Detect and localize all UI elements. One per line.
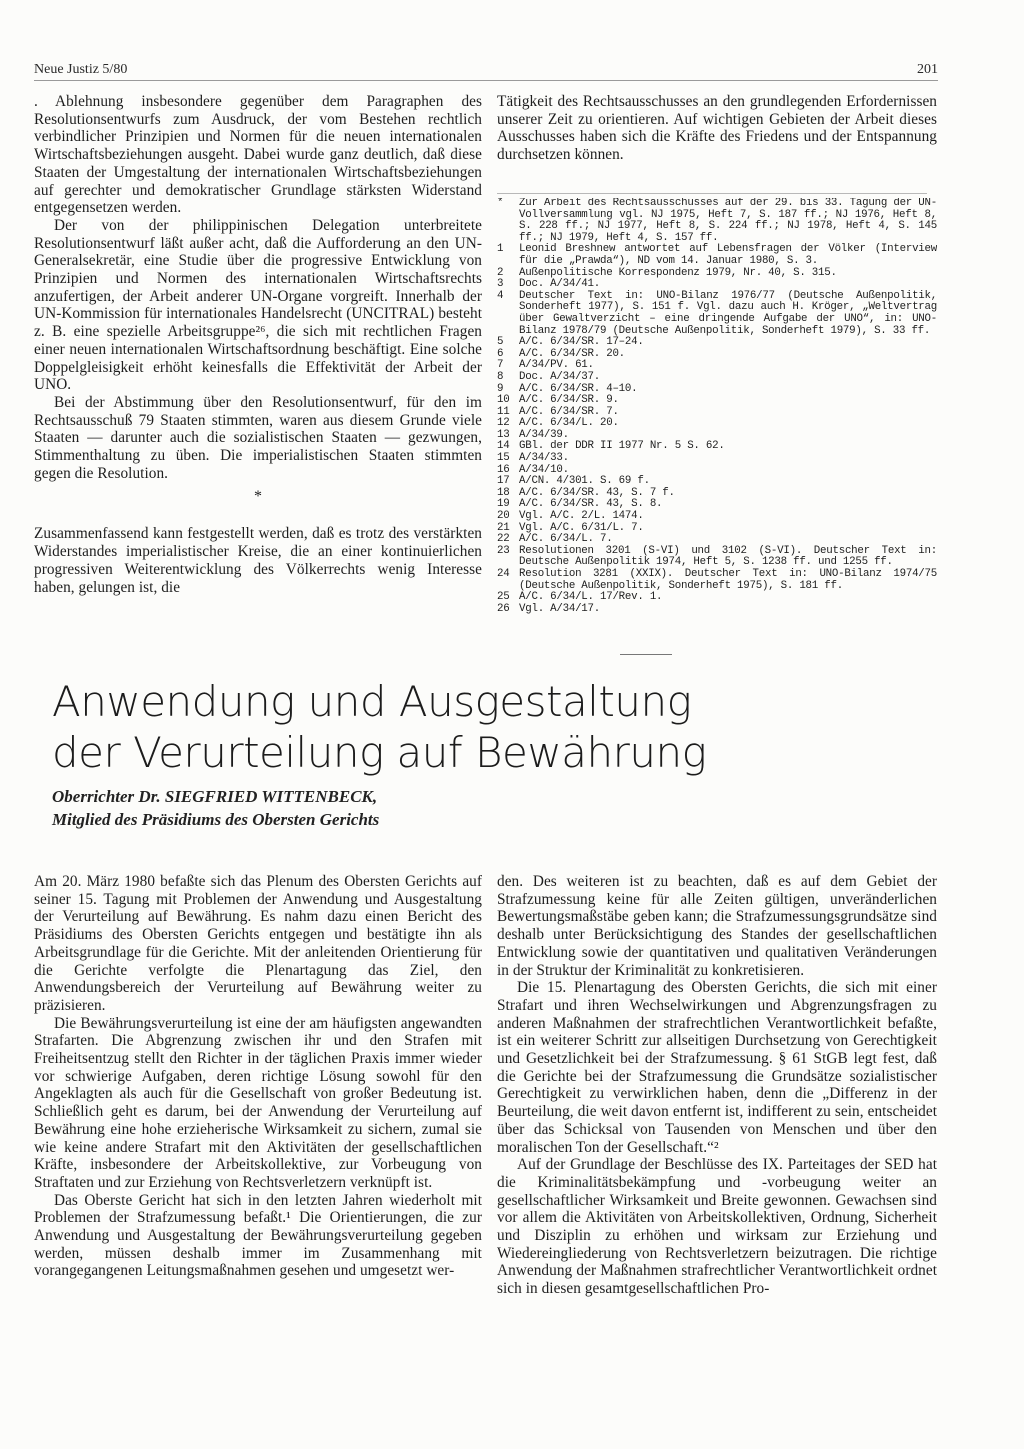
footnote-mark: 19: [497, 498, 510, 511]
footnote-text: Vgl. A/C. 6/31/L. 7.: [519, 521, 644, 534]
top-left-paragraphs: [34, 93, 482, 482]
footnote-rule: [497, 193, 927, 194]
footnote-mark: 7: [497, 359, 504, 372]
author-byline: [52, 785, 952, 831]
article-left-column: [34, 873, 482, 1413]
footnote-text: Zur Arbeit des Rechtsausschusses auf der 29. bis 33. Tagung der UN-Vollversammlung vgl. NJ 1975, Heft 7, S. 187 ff.; NJ 1976, Heft 8, S. 228 ff.; NJ 1977, Heft 8, S. 224 ff.; NJ 1978, Heft 4, S. 145 ff.; NJ 1979, Heft 4, S. 157 ff.: [519, 198, 937, 244]
footnote-mark: 10: [497, 394, 510, 407]
footnote-mark: 12: [497, 417, 510, 430]
footnote-item: [497, 604, 937, 616]
footnote-item: [497, 546, 937, 569]
article-title: [52, 676, 932, 778]
footnote-mark: 26: [497, 602, 510, 615]
article-paragraph: Die Bewährungsverurteilung ist eine der am häufigsten angewandten Strafarten. Die Abgrenzung zwischen ihr und den Strafen mit Freiheitsentzug stellt den Richter in der täglichen Praxis immer wieder vor schwierige Aufgaben, deren richtige Lösung sowohl für den Angeklagten als auch für die Gesellschaft von großer Bedeutung ist. Schließlich geht es darum, bei der Anwendung der Verurteilung auf Bewährung eine hohe erzieherische Wirksamkeit zu sichern, zumal sie wie keine andere Strafart mit den Aktivitäten der gesellschaftlichen Kräfte, insbesondere der Arbeitskollektive, zur Vorbeugung von Straftaten und zur Erziehung von Rechtsverletzern verknüpft ist.: [34, 1014, 482, 1191]
footnote-text: A/34/39.: [519, 428, 569, 441]
footnotes-block: [497, 198, 937, 638]
title-line-1: Anwendung und Ausgestaltung: [52, 677, 692, 726]
footnote-mark: *: [497, 198, 504, 209]
article-paragraph: Am 20. März 1980 befaßte sich das Plenum des Obersten Gerichts auf seiner 15. Tagung mit Problemen der Anwendung und Ausgestaltung der Verurteilung auf Bewährung. Es nahm dazu einen Bericht des Präsidiums des Obersten Gerichts entgegen und bestätigte ihn als Arbeitsgrundlage für die Gerichte. Mit der anleitenden Orientierung für die Gerichte verfolgte die Plenartagung das Ziel, den Anwendungsbereich der Verurteilung auf Bewährung weiter zu präzisieren.: [34, 873, 482, 1014]
footnote-mark: 17: [497, 475, 510, 488]
footnote-mark: 4: [497, 289, 504, 302]
header-rule: [34, 80, 938, 81]
article-paragraph: den. Des weiteren ist zu beachten, daß es auf dem Gebiet der Strafzumessung keine für alle Zeiten gültigen, unveränderlichen Bewertungsmaßstäbe geben kann; die Strafzumessungsgrundsätze sind deshalb unter Berücksichtigung des Standes der gesellschaftlichen Entwicklung sowie der quantitativen und qualitativen Veränderungen in der Struktur der Kriminalität zu konkretisieren.: [497, 873, 937, 979]
footnote-item: [497, 511, 937, 523]
footnote-mark: 20: [497, 510, 510, 523]
footnote-text: A/34/33.: [519, 452, 569, 465]
footnote-mark: 24: [497, 568, 510, 580]
footnote-mark: 1: [497, 243, 504, 256]
footnote-item: [497, 395, 937, 407]
footnote-mark: 16: [497, 463, 510, 476]
footnote-text: A/C. 6/34/L. 17/Rev. 1.: [519, 591, 663, 604]
footnote-mark: 18: [497, 486, 510, 499]
footnote-mark: 8: [497, 370, 504, 383]
footnote-text: A/CN. 4/301. S. 69 f.: [519, 475, 650, 488]
article-left-paragraphs: [34, 873, 482, 1280]
footnote-item: [497, 453, 937, 465]
article-paragraph: Auf der Grundlage der Beschlüsse des IX. Parteitages der SED hat die Kriminalitätsbekämpfung und -vorbeugung weiter an gesellschaftlicher Wirksamkeit und Breite gewonnen. Gewachsen sind vor allem die Aktivitäten von Arbeitskollektiven, Ordnung, Sicherheit und Disziplin zu erhöhen und wirksam zur Erziehung und Wiedereingliederung von Rechtsverletzern beizutragen. Die richtige Anwendung der Maßnahmen strafrechtlicher Verantwortlichkeit ordnet sich in diesen gesamtgesellschaftlichen Pro-: [497, 1156, 937, 1298]
body-paragraph: Der von der philippinischen Delegation unterbreitete Resolutionsentwurf läßt außer acht, daß die Aufforderung an den UN-Generalsekretär, eine Studie über die progressive Entwicklung von Prinzipien und Normen des internationalen Wirtschaftsrechts anzufertigen, der Arbeit anderer UN-Organe vorgreift. Innerhalb der UN-Kommission für internationales Handelsrecht (UNCITRAL) besteht z. B. eine spezielle Arbeitsgruppe²⁶, die sich mit rechtlichen Fragen einer neuen internationalen Wirtschaftsordnung beschäftigt. Eine solche Doppelgleisigkeit erhöht keinesfalls die Effektivität der Arbeit der UNO.: [34, 216, 482, 394]
page-number: 201: [917, 62, 938, 77]
author-affiliation: Mitglied des Präsidiums des Obersten Gerichts: [52, 810, 380, 829]
article-right-column: [497, 873, 937, 1413]
top-right-column: [497, 93, 937, 193]
footnote-text: A/C. 6/34/SR. 20.: [519, 347, 625, 360]
footnote-text: A/34/PV. 61.: [519, 359, 594, 372]
right-continuation-paragraph: Tätigkeit des Rechtsausschusses an den grundlegenden Erfordernissen unserer Zeit zu orientieren. Auf wichtigen Gebieten der Arbeit dieses Ausschusses haben sich die Kräfte des Friedens und der Entspannung durchsetzen können.: [497, 93, 937, 164]
title-line-2: der Verurteilung auf Bewährung: [52, 728, 707, 777]
footnote-mark: 2: [497, 266, 504, 279]
section-asterisk: *: [254, 488, 262, 506]
footnote-text: A/C. 6/34/SR. 7.: [519, 405, 619, 418]
footnote-text: GBl. der DDR II 1977 Nr. 5 S. 62.: [519, 440, 725, 453]
footnote-text: Vgl. A/34/17.: [519, 602, 600, 615]
footnote-text: A/C. 6/34/SR. 43, S. 8.: [519, 498, 663, 511]
body-paragraph: Bei der Abstimmung über den Resolutionsentwurf, für den im Rechtsausschuß 79 Staaten stimmten, waren aus diesem Grunde viele Staaten — darunter auch die sozialistischen Staaten — gezwungen, Stimmenthaltung zu üben. Die imperialistischen Staaten stimmten gegen die Resolution.: [34, 393, 482, 482]
footnote-item: [497, 337, 937, 349]
footnote-mark: 11: [497, 405, 510, 418]
footnote-item: [497, 279, 937, 291]
footnote-item: [497, 198, 937, 244]
footnote-mark: 13: [497, 428, 510, 441]
footnote-mark: 9: [497, 382, 504, 395]
article-right-paragraphs: [497, 873, 937, 1298]
footnote-item: [497, 244, 937, 267]
footnote-text: Resolutionen 3201 (S-VI) und 3102 (S-VI). Deutscher Text in: Deutsche Außenpolitik 1974, Heft 5, S. 1238 ff. und 1255 ff.: [519, 544, 937, 569]
footnote-text: A/C. 6/34/SR. 17–24.: [519, 336, 644, 349]
footnote-mark: 5: [497, 336, 504, 349]
author-name: Oberrichter Dr. SIEGFRIED WITTENBECK,: [52, 787, 378, 806]
article-paragraph: Das Oberste Gericht hat sich in den letzten Jahren wiederholt mit Problemen der Strafzumessung befaßt.¹ Die Orientierungen, die zur Anwendung und Ausgestaltung der Bewährungsverurteilung gegeben werden, müssen deshalb immer im Zusammenhang mit vorangegangenen Leitungsmaßnahmen gesehen und umgesetzt wer-: [34, 1191, 482, 1280]
footnote-list: [497, 198, 937, 615]
footnote-text: Vgl. A/C. 2/L. 1474.: [519, 510, 644, 523]
footnote-item: [497, 372, 937, 384]
footnote-mark: 6: [497, 347, 504, 360]
footnote-mark: 25: [497, 591, 510, 604]
footnote-text: Leonid Breshnew antwortet auf Lebensfragen der Völker (Interview für die „Prawda“), ND vom 14. Januar 1980, S. 3.: [519, 243, 937, 267]
closing-paragraph: Zusammenfassend kann festgestellt werden, daß es trotz des verstärkten Widerstandes imperialistischer Kreise, die an einer kontinuierlichen progressiven Weiterentwicklung des Völkerrechts wenig Interesse haben, gelungen ist, die: [34, 525, 482, 596]
footnote-mark: 3: [497, 278, 504, 291]
footnote-text: Doc. A/34/37.: [519, 370, 600, 383]
footnote-text: A/C. 6/34/L. 20.: [519, 417, 619, 430]
body-paragraph: . Ablehnung insbesondere gegenüber dem Paragraphen des Resolutionsentwurfs zum Ausdruck, der vom Bestehen rechtlich verbindlicher Prinzipien und Normen für die neuen internationalen Wirtschaftsbeziehungen ausgeht. Dabei wurde ganz deutlich, daß diese Staaten der Umgestaltung der internationalen Wirtschaftsbeziehungen auf gerechter und demokratischer Grundlage stärksten Widerstand entgegensetzen werden.: [34, 93, 482, 217]
footnote-mark: 22: [497, 533, 510, 546]
footnote-mark: 15: [497, 452, 510, 465]
footnote-text: A/C. 6/34/L. 7.: [519, 533, 613, 546]
separator-dash: [620, 654, 672, 655]
running-head: [34, 62, 938, 78]
footnote-text: Deutscher Text in: UNO-Bilanz 1976/77 (Deutsche Außenpolitik, Sonderheft 1977), S. 151 f. Vgl. dazu auch H. Kröger, „Weltvertrag über Gewaltverzicht – eine dringende Aufgabe der UNO“, in: UNO-Bilanz 1978/79 (Deutsche Außenpolitik, Sonderheft 1979), S. 33 ff.: [519, 289, 937, 337]
footnote-text: A/C. 6/34/SR. 4–10.: [519, 382, 638, 395]
footnote-text: Doc. A/34/41.: [519, 278, 600, 291]
footnote-text: A/C. 6/34/SR. 43, S. 7 f.: [519, 486, 675, 499]
footnote-text: Resolution 3281 (XXIX). Deutscher Text in: UNO-Bilanz 1974/75 (Deutsche Außenpolitik, Sonderheft 1975), S. 181 ff.: [519, 568, 937, 592]
footnote-item: [497, 291, 937, 337]
footnote-mark: 21: [497, 521, 510, 534]
journal-issue: Neue Justiz 5/80: [34, 62, 128, 77]
footnote-mark: 23: [497, 544, 510, 557]
footnote-text: Außenpolitische Korrespondenz 1979, Nr. 40, S. 315.: [519, 266, 837, 279]
footnote-text: A/C. 6/34/SR. 9.: [519, 394, 619, 407]
footnote-item: [497, 569, 937, 592]
footnote-text: A/34/10.: [519, 463, 569, 476]
article-paragraph: Die 15. Plenartagung des Obersten Gerichts, die sich mit einer Strafart und ihren Wechselwirkungen und Abgrenzungsfragen zu anderen Maßnahmen der strafrechtlichen Verantwortlichkeit befaßte, ist ein weiterer Schritt zur allseitigen Durchsetzung von Gerechtigkeit und Gesetzlichkeit bei der Strafzumessung. § 61 StGB legt fest, daß die Gerichte bei der Strafzumessung die Grundsätze sozialistischer Gerechtigkeit zu verwirklichen haben, denn die „Differenz in der Beurteilung, die weit davon entfernt ist, indifferent zu sein, entscheidet über das Schicksal von Tausenden von Menschen und über den moralischen Ton der Gesellschaft.“²: [497, 979, 937, 1156]
footnote-mark: 14: [497, 440, 510, 453]
top-left-column: [34, 93, 482, 645]
